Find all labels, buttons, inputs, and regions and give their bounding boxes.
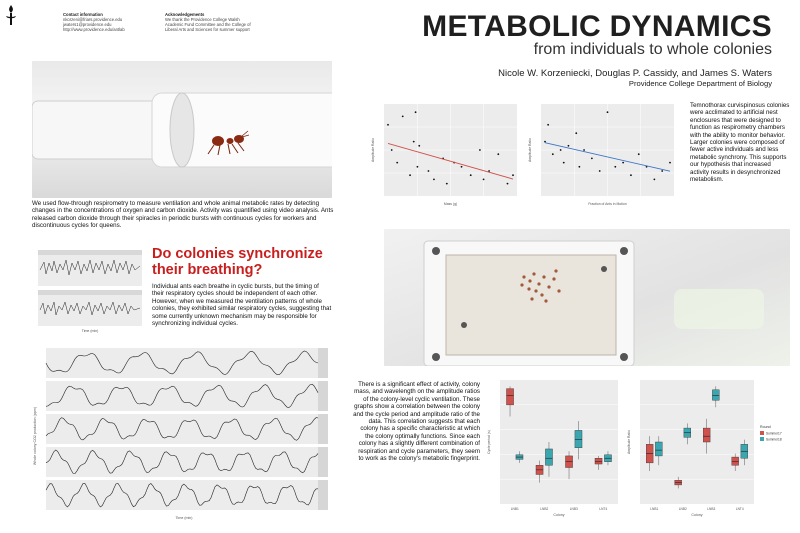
scatter-point — [461, 166, 463, 168]
legend-title: Round — [760, 425, 771, 429]
trace-panel-strip — [318, 447, 328, 477]
legend-label: Summer18 — [766, 437, 782, 442]
colony-co2-traces — [32, 344, 334, 522]
y-axis-label: Amplitude Ratio — [371, 138, 375, 162]
box-body — [712, 390, 719, 400]
acknowledgements-block — [165, 12, 275, 32]
scatter-point — [560, 149, 562, 151]
category-tick-label: LNB3 — [707, 507, 716, 511]
scatter-point — [409, 174, 411, 176]
x-axis-label: Colony — [691, 513, 703, 517]
ant-in-tube-photo — [32, 61, 332, 198]
scatter-point — [578, 166, 580, 168]
question-text: Individual ants each breathe in cyclic bursts, but the timing of their respiratory cycles should be independent of each other. However, when we measured the ventilation patterns of whole colonies, they exhibited similar respiratory cycles, suggesting that some currently unknown mechanism may be responsible for synchronizing individual cycles. — [152, 283, 332, 328]
plot-panel — [500, 380, 618, 504]
x-axis-label: Colony — [553, 513, 565, 517]
question-heading-line-1: Do colonies synchronize — [152, 246, 323, 262]
scatter-point — [591, 158, 593, 160]
scatter-point — [483, 179, 485, 181]
scatter-point — [413, 141, 415, 143]
scatter-point — [552, 153, 554, 155]
scatter-point — [575, 132, 577, 134]
contact-block — [63, 12, 158, 32]
legend-swatch — [760, 431, 764, 435]
contact-email-1[interactable]: nkorzeni@friars.providence.edu — [63, 17, 123, 22]
intro-text: We used flow-through respirometry to measure ventilation and whole animal metabolic rates by detecting changes in the concentrations of oxygen and carbon dioxide. Activity was quantified using video analysis. Ants released carbon dioxide through their spiracles in periodic bursts with continuous cycles for workers and discontinuous cycles for queens. — [32, 200, 334, 230]
category-tick-label: LNB1 — [510, 507, 519, 511]
ack-title: Acknowledgements — [165, 12, 205, 17]
scatter-point — [507, 183, 509, 185]
bottom-text: There is a significant effect of activity, colony mass, and wavelength on the amplitude ratios of the colony-level cyclic ventilation. These graphs show a correlation between the colony and the cycle period and amplitude ratio of the data. This correlation suggests that each colony has a specific characteristic at which the colony optimally functions. Since each colony has a slightly different combination of respiration and cycle parameters, they seem to work as the colony's metabolic fingerprint. — [353, 381, 480, 463]
scatter-point — [638, 153, 640, 155]
scatter-point — [497, 153, 499, 155]
category-tick-label: LNB2 — [678, 507, 687, 511]
category-tick-label: LNB2 — [540, 507, 549, 511]
ack-line-1: We thank the Providence College Walsh — [165, 17, 240, 22]
y-axis-label: Amplitude Ratio — [528, 138, 532, 162]
scatter-point — [653, 179, 655, 181]
activity-scatter-plot — [525, 100, 678, 208]
box-body — [575, 430, 582, 447]
category-tick-label: LNB1 — [650, 507, 659, 511]
scatter-point — [544, 141, 546, 143]
x-axis-label: Mass (g) — [443, 202, 458, 206]
poster-subtitle: from individuals to whole colonies — [533, 41, 772, 58]
scatter-point — [470, 174, 472, 176]
box-body — [595, 458, 602, 464]
individual-traces-panel — [32, 248, 144, 334]
y-axis-label: Amplitude Ratio — [627, 430, 631, 454]
trace-panel-strip — [318, 348, 328, 378]
ack-line-2: Academic Fund Committee and the College of — [165, 22, 251, 27]
box-body — [703, 428, 710, 442]
scatter-point — [428, 170, 430, 172]
box-body — [506, 389, 513, 405]
scatter-point — [512, 174, 514, 176]
box-body — [655, 442, 662, 456]
legend-swatch — [760, 437, 764, 441]
y-axis-label: Cycle period (s) — [487, 430, 491, 454]
scatter-point — [599, 170, 601, 172]
scatter-point — [433, 179, 435, 181]
trace-panel — [46, 381, 318, 411]
scatter-point — [446, 183, 448, 185]
right-text: Temnothorax curvispinosus colonies were acclimated to artificial nest enclosures that were designed to function as respirometry chambers with the ability to monitor behavior. Larger colonies were composed of fewer active individuals and less metabolic synchrony. This supports our hypothesis that increased activity results in desynchronized metabolism. — [690, 102, 790, 184]
category-tick-label: LNT4 — [735, 507, 744, 511]
scatter-point — [415, 111, 417, 113]
trace-panel-strip — [318, 414, 328, 444]
scatter-point — [568, 145, 570, 147]
trace-panel — [46, 447, 318, 477]
scatter-point — [622, 162, 624, 164]
nest-chamber-photo — [384, 229, 790, 366]
scatter-point — [402, 116, 404, 118]
colony-co2-ylabel: Whole colony CO2 production (ppm) — [33, 406, 37, 466]
scatter-point — [387, 124, 389, 126]
cycle-period-boxplot — [482, 376, 622, 522]
torch-logo-icon — [4, 4, 18, 28]
scatter-point — [547, 124, 549, 126]
box-body — [732, 457, 739, 465]
scatter-point — [391, 149, 393, 151]
poster-title: METABOLIC DYNAMICS — [422, 10, 772, 43]
college-logo — [4, 4, 18, 28]
question-heading-line-2: their breathing? — [152, 262, 263, 278]
x-axis-label: Fraction of Ants in Motion — [588, 202, 627, 206]
trace-panel — [46, 480, 318, 510]
contact-url[interactable]: http://www.providence.edu/antlab — [63, 27, 125, 32]
scatter-point — [563, 162, 565, 164]
authors: Nicole W. Korzeniecki, Douglas P. Cassidy, and James S. Waters — [498, 68, 772, 79]
category-tick-label: LNT4 — [599, 507, 608, 511]
scatter-point — [661, 170, 663, 172]
trace-panel-strip — [318, 381, 328, 411]
question-heading — [152, 246, 323, 278]
ack-line-3: Liberal Arts and Sciences for summer support — [165, 27, 250, 32]
amplitude-ratio-boxplot — [622, 376, 792, 522]
department: Providence College Department of Biology — [628, 79, 772, 88]
box-body — [545, 449, 552, 465]
scatter-point — [479, 149, 481, 151]
category-tick-label: LNB3 — [569, 507, 578, 511]
scatter-point — [614, 166, 616, 168]
contact-email-2[interactable]: jwaters1@providence.edu — [63, 22, 112, 27]
scatter-point — [669, 162, 671, 164]
traces-time-label: Time (min) — [81, 329, 99, 333]
scatter-point — [607, 111, 609, 113]
colony-time-label: Time (min) — [175, 516, 193, 520]
mass-scatter-plot — [368, 100, 521, 208]
scatter-point — [630, 174, 632, 176]
trace-panel — [46, 348, 318, 378]
legend-label: Summer17 — [766, 431, 782, 436]
contact-title: Contact information — [63, 12, 103, 17]
scatter-point — [417, 166, 419, 168]
trace-panel-strip — [318, 480, 328, 510]
scatter-point — [583, 149, 585, 151]
scatter-point — [418, 145, 420, 147]
scatter-point — [396, 162, 398, 164]
